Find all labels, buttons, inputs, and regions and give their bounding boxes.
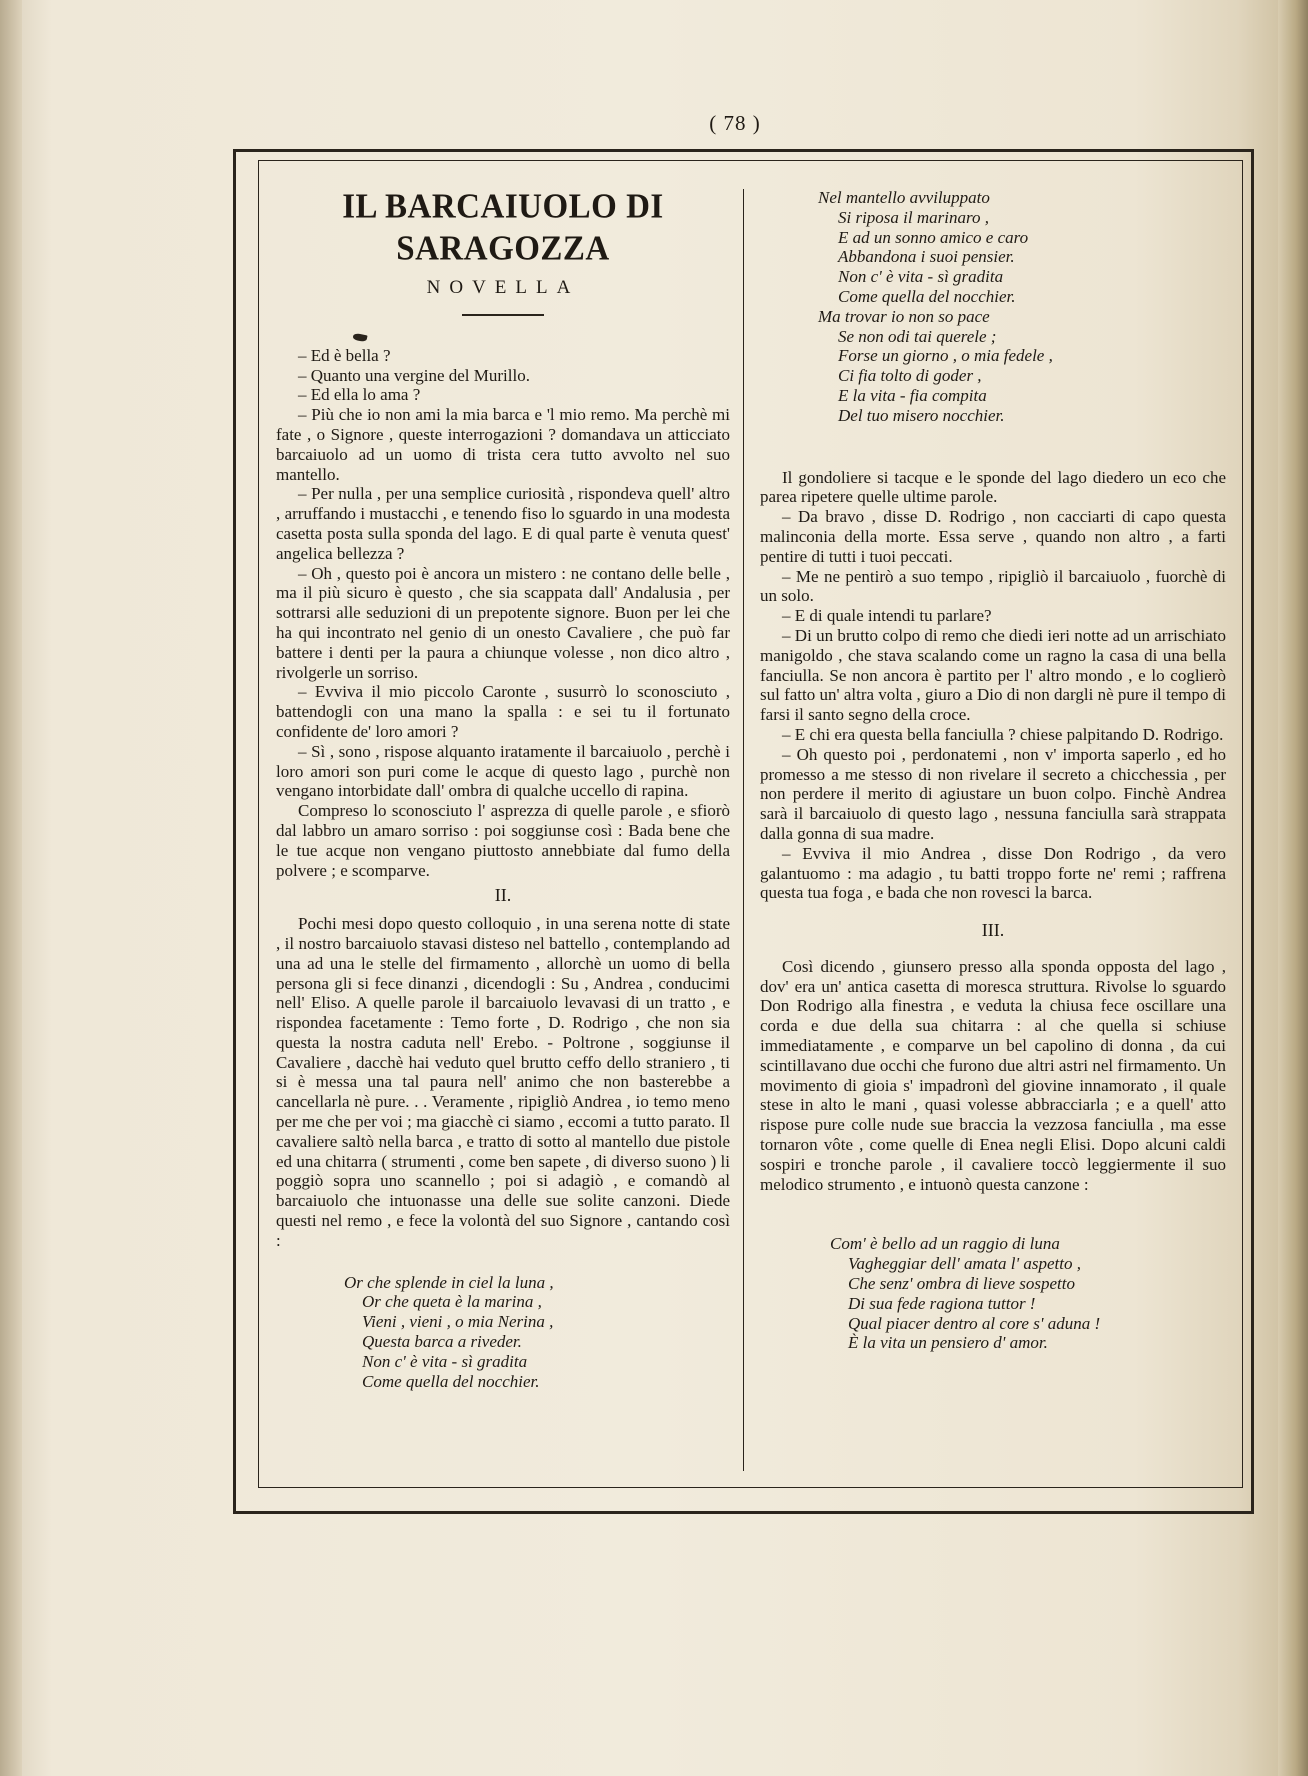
verse-line: Di sua fede ragiona tuttor ! (848, 1293, 1036, 1313)
paragraph: – Evviva il mio Andrea , disse Don Rodrigo , da vero galantuomo : ma adagio , tu batti troppo forte ne' remi ; raffrena questa tua foga , e bada che non rovesci la barca. (760, 843, 1226, 903)
ornament-icon (353, 334, 369, 344)
verse-line: Come quella del nocchier. (838, 286, 1016, 306)
column-divider (743, 189, 744, 1471)
paragraph: – Di un brutto colpo di remo che diedi ieri notte ad un arrischiato manigoldo , che stava scalando come un ragno la casa di una bella fanciulla. Se non ancora è partito per l' altro mondo , e lo coglierò sul fatto un' altra volta , giuro a Dio di non dargli nè pure il tempo di farsi il santo segno della croce. (760, 625, 1226, 725)
part2-text (276, 914, 730, 1251)
verse-line: Non c' è vita - sì gradita (838, 267, 1004, 287)
left-column (276, 188, 730, 1391)
paragraph: Così dicendo , giunsero presso alla sponda opposta del lago , dov' era un' antica casetta di moresca struttura. Rivolse lo sguardo Don Rodrigo alla finestra , e veduta la chiusa fece oscillare una corda e due della sua chitarra : al che quella si schiuse immediatamente , e comparve un bel capolino di donna , da cui scintillavano due occhi che furono due altri astri nel firmamento. Un movimento di gioia s' impadronì del giovine innamorato , il quale stese in alto le mani , quasi volesse abbracciarla ; e a quell' atto rispose pure colle nude sue braccia la vezzosa fanciulla , ma esse tornaron vôte , come quelle di Enea negli Elisi. Dopo alcuni caldi sospiri e tronche parole , il cavaliere toccò leggiermente il suo melodico strumento , e intuonò questa canzone : (760, 956, 1226, 1194)
paragraph: – Sì , sono , rispose alquanto iratamente il barcaiuolo , perchè i loro amori son puri come le acque di questo lago , purchè non vengano intorbidate dall' ombra di qualche uccello di rapina. (276, 741, 730, 801)
song-verse (760, 1234, 1226, 1353)
paragraph: – E chi era questa bella fanciulla ? chiese palpitando D. Rodrigo. (782, 724, 1224, 744)
verse-line: Vieni , vieni , o mia Nerina , (362, 1312, 554, 1332)
verse-line: Qual piacer dentro al core s' aduna ! (848, 1313, 1101, 1333)
paragraph: – Per nulla , per una semplice curiosità , rispondeva quell' altro , arruffando i mustacchi , e tenendo fiso lo sguardo in una modesta casetta posta sulla sponda del lago. E di qual parte è venuta quest' angelica bellezza ? (276, 484, 730, 563)
story-subtitle: NOVELLA (426, 277, 580, 298)
verse-line: Nel mantello avviluppato (818, 188, 990, 207)
part1-text (276, 346, 730, 881)
verse-line: Se non odi tai querele ; (838, 326, 997, 346)
title-rule (462, 314, 544, 316)
song-verse (760, 188, 1226, 426)
part3-text (760, 957, 1226, 1195)
paragraph: – Ed è bella ? (298, 345, 391, 365)
page-number: ( 78 ) (709, 111, 761, 135)
section-heading: III. (981, 920, 1005, 941)
verse-line: Questa barca a riveder. (362, 1332, 522, 1352)
verse-line: Del tuo misero nocchier. (838, 405, 1005, 425)
verse-line: Ci fia tolto di goder , (838, 366, 982, 386)
paragraph: – Più che io non ami la mia barca e 'l mio remo. Ma perchè mi fate , o Signore , queste interrogazioni ? domandava un atticciato barcaiuolo ad un uomo di trista cera tutto avvolto nel suo mantello. (276, 405, 730, 484)
paragraph: – E di quale intendi tu parlare? (782, 606, 992, 626)
binding-gutter (0, 0, 22, 1776)
song-verse (276, 1273, 730, 1392)
verse-line: Come quella del nocchier. (362, 1371, 540, 1391)
section-heading: II. (494, 885, 512, 906)
paragraph: Compreso lo sconosciuto l' asprezza di quelle parole , e sfiorò dal labbro un amaro sorriso : poi soggiunse così : Bada bene che le tue acque non vengano piuttosto annebbiate dal fumo della polvere ; e scomparve. (276, 801, 730, 880)
right-column (760, 188, 1226, 1353)
verse-line: Si riposa il marinaro , (838, 207, 989, 227)
part2-continued-text (760, 468, 1226, 904)
verse-line: È la vita un pensiero d' amor. (848, 1333, 1048, 1353)
verse-line: Vagheggiar dell' amata l' aspetto , (848, 1254, 1081, 1274)
verse-line: Or che splende in ciel la luna , (344, 1272, 554, 1292)
verse-line: E ad un sonno amico e caro (838, 227, 1029, 247)
verse-line: Non c' è vita - sì gradita (362, 1351, 528, 1371)
paragraph: Pochi mesi dopo questo colloquio , in una serena notte di state , il nostro barcaiuolo stavasi disteso nel battello , contemplando ad una ad una le stelle del firmamento , allorchè un uomo di bella persona gli si fece dinanzi , dicendogli : Su , Andrea , conducimi nell' Eliso. A quelle parole il barcaiuolo levavasi di un tratto , e rispondea facetamente : Temo forte , D. Rodrigo , che non sia questa la nostra caduta nell' Erebo. - Poltrone , soggiunse il Cavaliere , dacchè hai veduto quel brutto ceffo dello straniero , ti si è messa una tal paura nell' animo che non basterebbe a cancellarla nè pure. . . Veramente , ripigliò Andrea , io temo meno per me che per voi ; ma giacchè ci siamo , eccomi a tutto parato. Il cavaliere saltò nella barca , e tratto di sotto al mantello due pistole ed una chitarra ( strumenti , come ben sapete , di diverso suono ) li poggiò sopra uno scannello ; poi si adagiò , e comandò al barcaiuolo che intuonasse una delle sue solite canzoni. Diede questi nel remo , e fece la volontà del suo Signore , cantando così : (276, 914, 730, 1250)
paragraph: – Evviva il mio piccolo Caronte , susurrò lo sconosciuto , battendogli con una mano la spalla : e sei tu il fortunato confidente de' loro amori ? (276, 682, 730, 741)
paragraph: – Quanto una vergine del Murillo. (298, 365, 530, 385)
verse-line: E la vita - fia compita (838, 385, 987, 405)
page-edge (1278, 0, 1308, 1776)
verse-line: Abbandona i suoi pensier. (838, 247, 1015, 267)
paragraph: Il gondoliere si tacque e le sponde del lago diedero un eco che parea ripetere quelle ultime parole. (760, 467, 1226, 507)
verse-line: Com' è bello ad un raggio di luna (830, 1234, 1060, 1254)
paragraph: – Ed ella lo ama ? (298, 385, 421, 405)
verse-line: Forse un giorno , o mia fedele , (838, 346, 1053, 366)
story-title: IL BARCAIUOLO DI SARAGOZZA (342, 188, 664, 268)
bottom-rule (240, 1512, 1242, 1514)
paragraph: – Da bravo , disse D. Rodrigo , non cacciarti di capo questa malinconia della morte. Essa serve , quando non altro , a farti pentire di tutti i tuoi peccati. (760, 507, 1226, 566)
paragraph: – Oh , questo poi è ancora un mistero : ne contano delle belle , ma il più sicuro è questo , che sia scappata dall' Andalusia , per sottrarsi alle seduzioni di un prepotente signore. Buon per lei che ha qui incontrato nel genio di un onesto Cavaliere , che può far battere i denti per la paura a chiunque volesse , non dico altro , rivolgerle un sorriso. (276, 563, 730, 682)
verse-line: Ma trovar io non so pace (818, 306, 990, 326)
verse-line: Che senz' ombra di lieve sospetto (848, 1274, 1075, 1294)
paragraph: – Oh questo poi , perdonatemi , non v' importa saperlo , ed ho promesso a me stesso di non rivelare il secreto a chicchessia , per non perdere il merito di agiustare un buon colpo. Finchè Andrea sarà il barcaiuolo di questo lago , nessuna fanciulla sarà strappata dalla gonna di sua madre. (760, 744, 1226, 843)
paragraph: – Me ne pentirò a suo tempo , ripigliò il barcaiuolo , fuorchè di un solo. (760, 566, 1226, 606)
verse-line: Or che queta è la marina , (362, 1292, 542, 1312)
